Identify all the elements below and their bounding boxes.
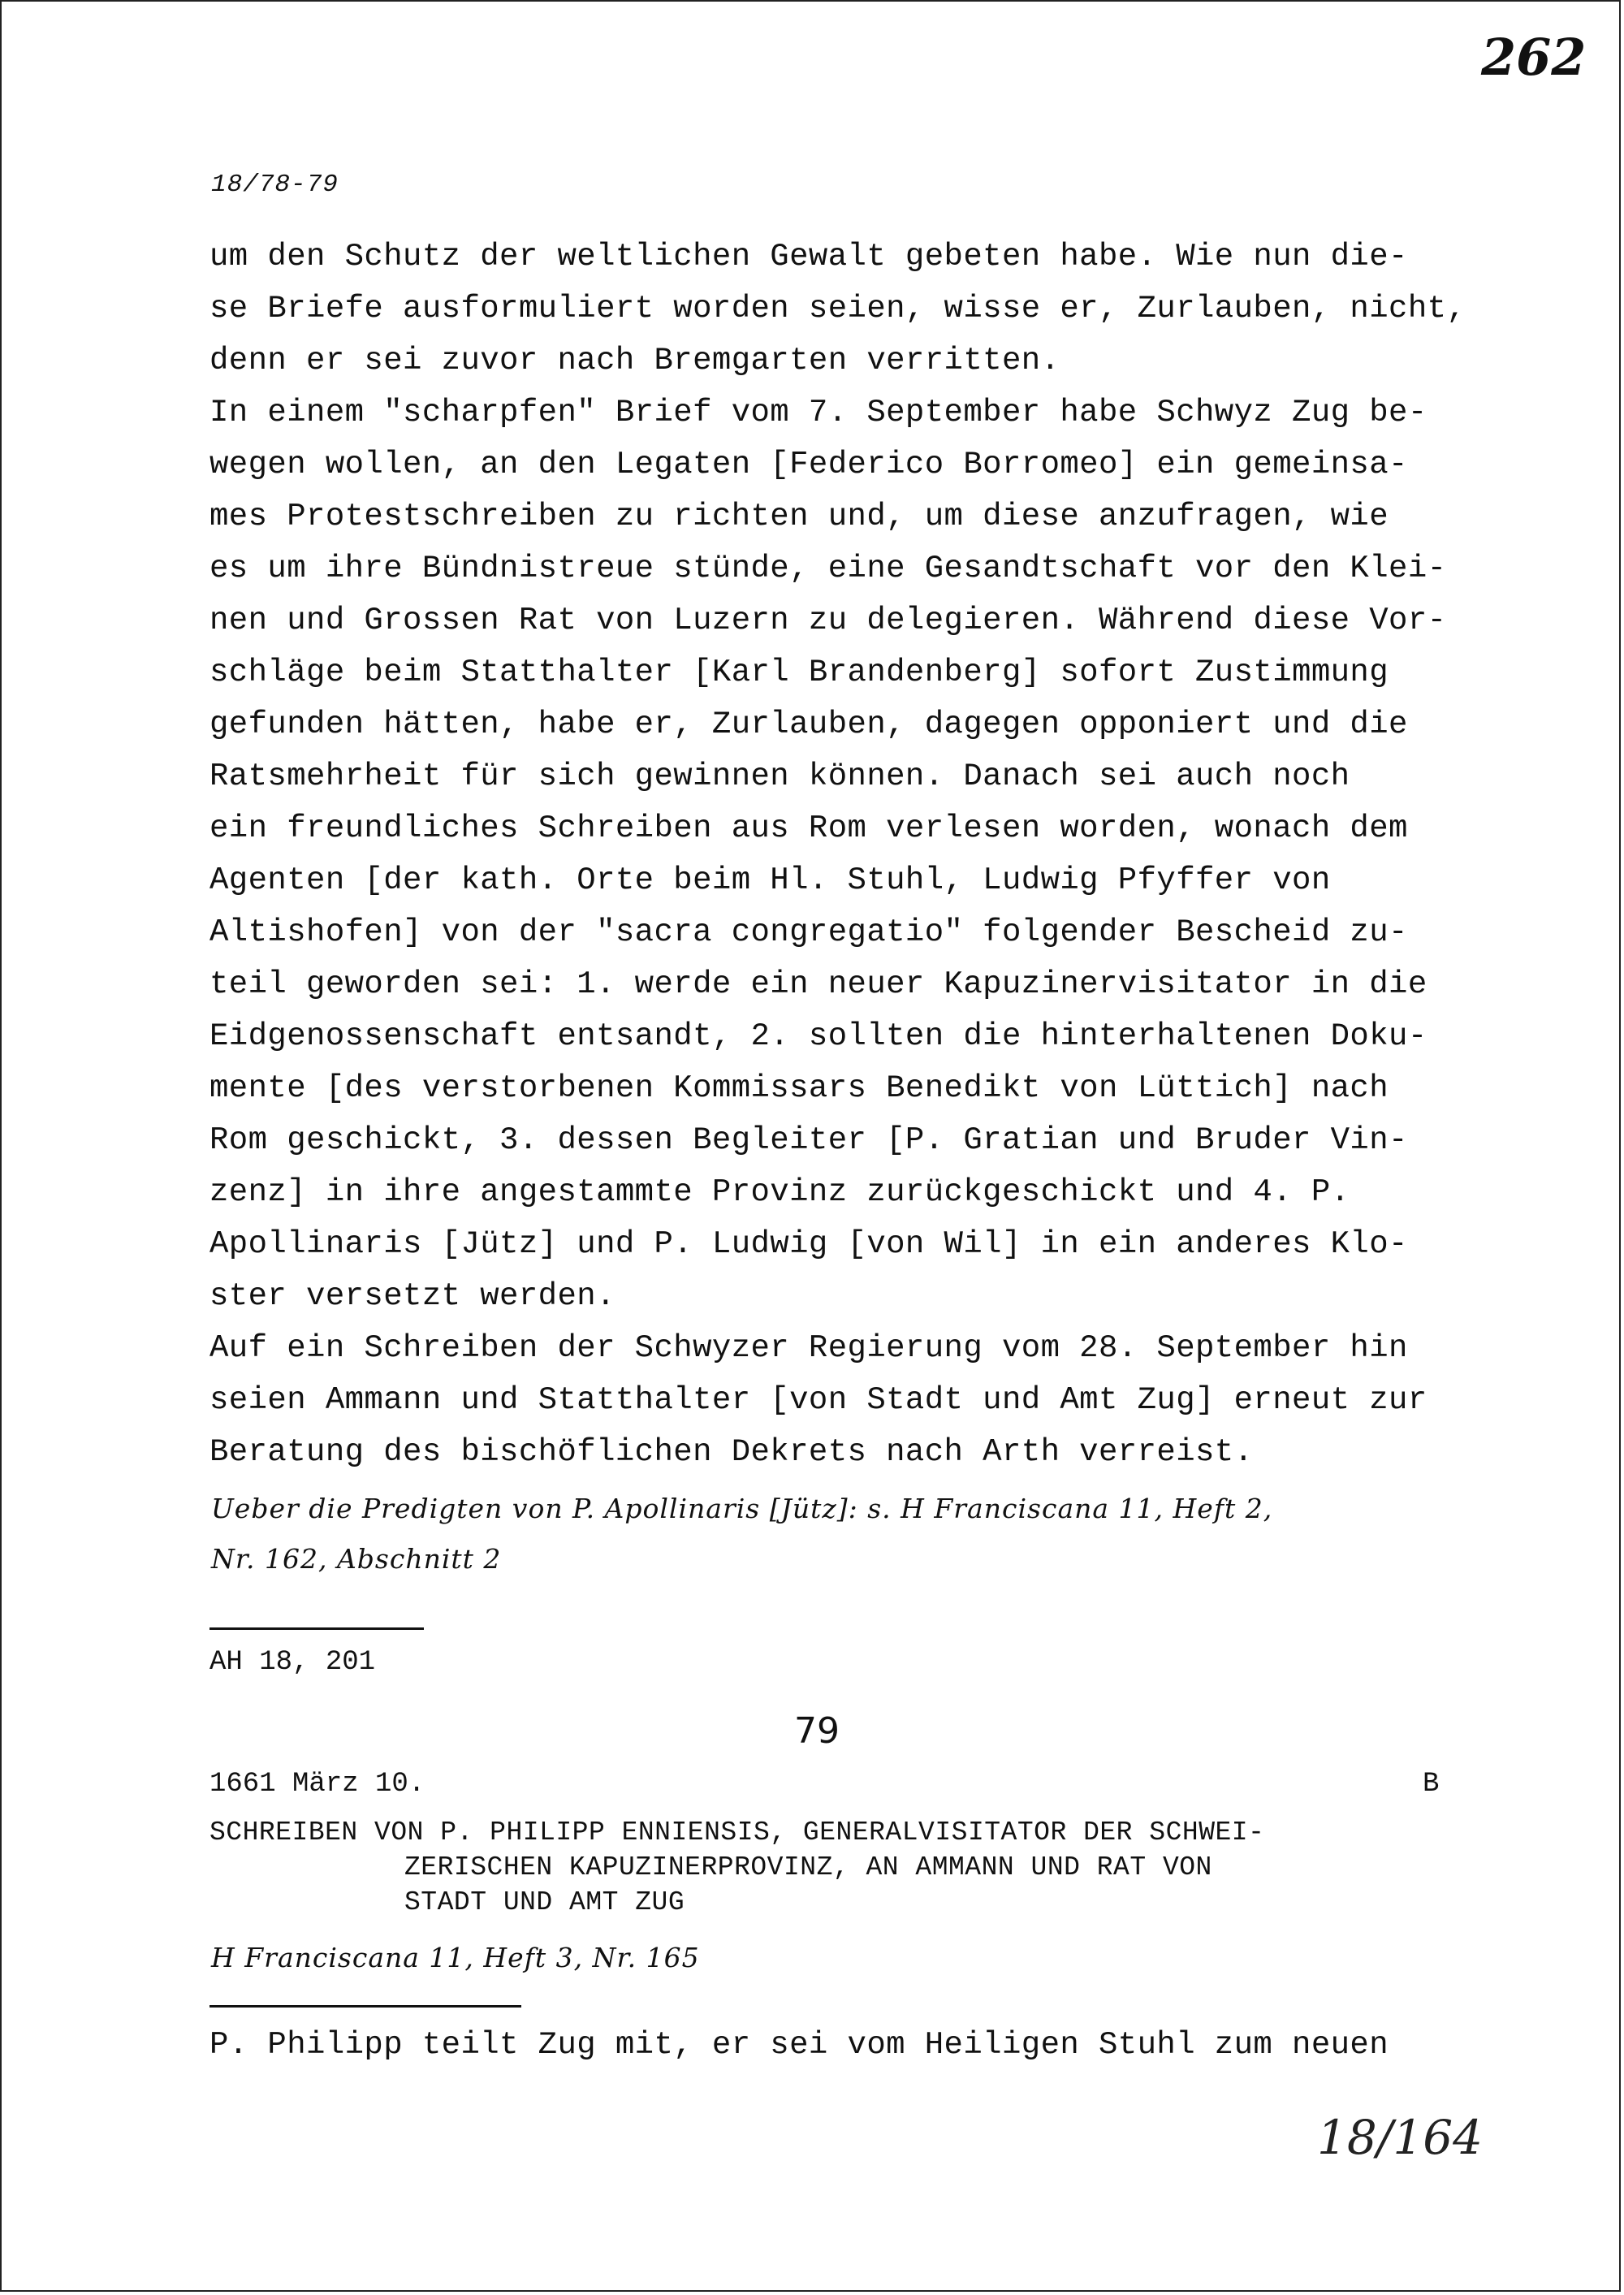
handwritten-page-number: 262 (1481, 28, 1587, 87)
handwritten-archive-mark: 18/164 (1317, 2110, 1484, 2165)
body-text-line: Eidgenossenschaft entsandt, 2. sollten die hinterhaltenen Doku- (209, 1018, 1427, 1054)
document-date: 1661 März 10. (209, 1769, 425, 1800)
body-text-line: teil geworden sei: 1. werde ein neuer Kapuzinervisitator in die (209, 966, 1427, 1002)
body-text-line: Rom geschickt, 3. dessen Begleiter [P. Gratian und Bruder Vin- (209, 1122, 1408, 1158)
archive-reference: H Franciscana 11, Heft 3, Nr. 165 (211, 1942, 700, 1973)
body-text-line: Auf ein Schreiben der Schwyzer Regierung vom 28. September hin (209, 1330, 1408, 1366)
body-text-line: schläge beim Statthalter [Karl Brandenberg] sofort Zustimmung (209, 655, 1389, 690)
body-text-line: se Briefe ausformuliert worden seien, wisse er, Zurlauben, nicht, (209, 291, 1466, 326)
body-text-line: mes Protestschreiben zu richten und, um diese anzufragen, wie (209, 499, 1389, 534)
footnote-line: Nr. 162, Abschnitt 2 (211, 1543, 502, 1575)
body-text-line: nen und Grossen Rat von Luzern zu delegieren. Während diese Vor- (209, 603, 1447, 638)
body-text-line: In einem "scharpfen" Brief vom 7. September habe Schwyz Zug be- (209, 395, 1427, 430)
document-type-marker: B (1423, 1769, 1440, 1800)
body-text-line: Agenten [der kath. Orte beim Hl. Stuhl, Ludwig Pfyffer von (209, 862, 1331, 898)
body-text-line: zenz] in ihre angestammte Provinz zurückgeschickt und 4. P. (209, 1174, 1350, 1210)
body-text-line: seien Ammann und Statthalter [von Stadt und Amt Zug] erneut zur (209, 1382, 1427, 1418)
body-text-line: denn er sei zuvor nach Bremgarten verritten. (209, 343, 1060, 378)
closing-line: P. Philipp teilt Zug mit, er sei vom Heiligen Stuhl zum neuen (209, 2027, 1389, 2063)
body-text-line: Ratsmehrheit für sich gewinnen können. Danach sei auch noch (209, 759, 1350, 794)
body-text-line: Altishofen] von der "sacra congregatio" folgender Bescheid zu- (209, 914, 1408, 950)
body-text-line: um den Schutz der weltlichen Gewalt gebeten habe. Wie nun die- (209, 239, 1408, 274)
body-text-line: wegen wollen, an den Legaten [Federico Borromeo] ein gemeinsa- (209, 447, 1408, 482)
body-text-line: Apollinaris [Jütz] und P. Ludwig [von Wil] in ein anderes Klo- (209, 1226, 1408, 1262)
body-text-line: ster versetzt werden. (209, 1278, 615, 1314)
body-text-line: es um ihre Bündnistreue stünde, eine Gesandtschaft vor den Klei- (209, 551, 1447, 586)
body-text-line: ein freundliches Schreiben aus Rom verlesen worden, wonach dem (209, 810, 1408, 846)
footnote-line: Ueber die Predigten von P. Apollinaris [Jütz]: s. H Franciscana 11, Heft 2, (211, 1493, 1273, 1524)
body-text-line: mente [des verstorbenen Kommissars Benedikt von Lüttich] nach (209, 1070, 1389, 1106)
divider-rule-2 (209, 2005, 521, 2008)
heading-line: ZERISCHEN KAPUZINERPROVINZ, AN AMMANN UND RAT VON (404, 1852, 1212, 1882)
heading-line: SCHREIBEN VON P. PHILIPP ENNIENSIS, GENERALVISITATOR DER SCHWEI- (209, 1817, 1265, 1848)
source-reference: AH 18, 201 (209, 1647, 376, 1678)
body-text-line: Beratung des bischöflichen Dekrets nach Arth verreist. (209, 1434, 1254, 1470)
heading-line: STADT UND AMT ZUG (404, 1887, 685, 1917)
document-number: 79 (794, 1710, 840, 1752)
divider-rule (209, 1627, 424, 1630)
body-text-line: gefunden hätten, habe er, Zurlauben, dagegen opponiert und die (209, 707, 1408, 742)
reference-number: 18/78-79 (211, 171, 339, 199)
